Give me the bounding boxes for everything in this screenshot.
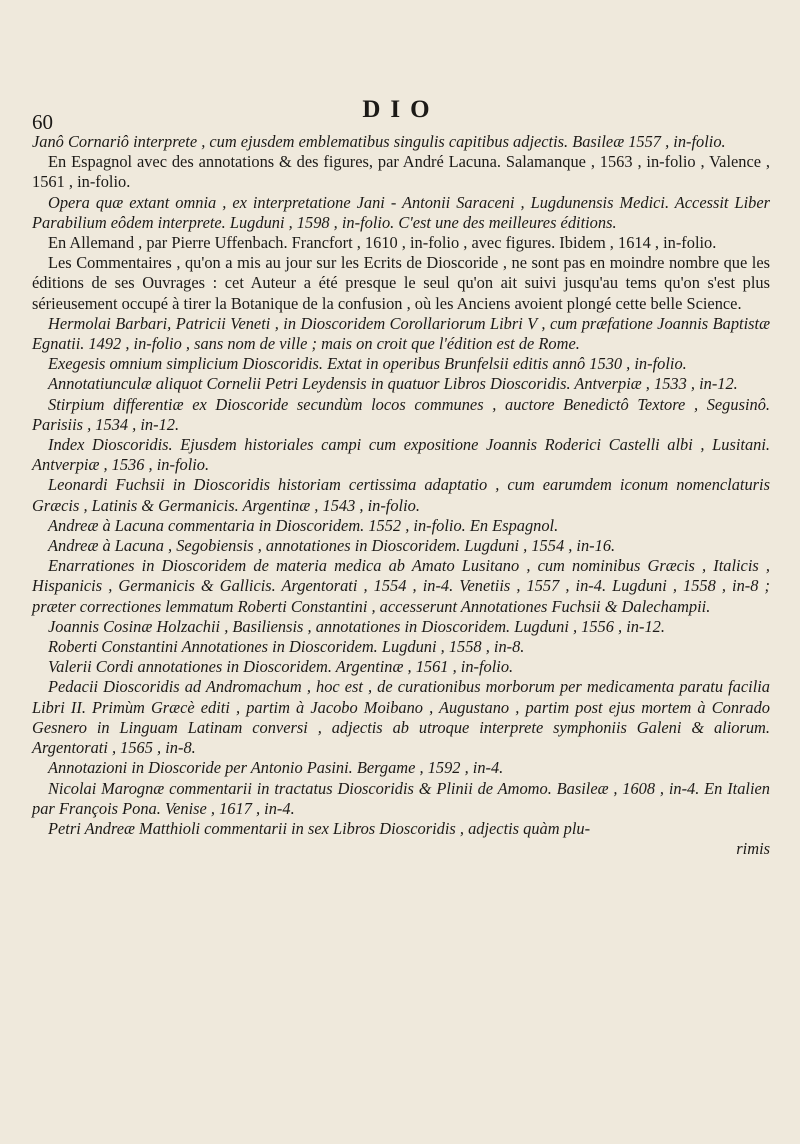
bibliography-entry: Nicolai Marognæ commentarii in tractatus Dioscoridis & Plinii de Amomo. Basileæ , 1608 , in-4. En Italien par François Pona. Venise , 1617 , in-4. (32, 778, 770, 818)
bibliography-entry: Andreæ à Lacuna , Segobiensis , annotationes in Dioscoridem. Lugduni , 1554 , in-16. (48, 536, 616, 556)
bibliography-entry: Index Dioscoridis. Ejusdem historiales campi cum expositione Joannis Roderici Castelli albi , Lusitani. Antverpiæ , 1536 , in-folio. (32, 435, 770, 475)
bibliography-entry: Joannis Cosinæ Holzachii , Basiliensis , annotationes in Dioscoridem. Lugduni , 1556 , in-12. (48, 616, 665, 636)
bibliography-entry: Stirpium differentiæ ex Dioscoride secundùm locos communes , auctore Benedictô Textore , Segusinô. Parisiis , 1534 , in-12. (32, 394, 770, 434)
bibliography-entry: Valerii Cordi annotationes in Dioscoridem. Argentinæ , 1561 , in-folio. (48, 657, 514, 677)
bibliography-entry: Leonardi Fuchsii in Dioscoridis historiam certissima adaptatio , cum earumdem iconum nomenclaturis Græcis , Latinis & Germanicis. Argentinæ , 1543 , in-folio. (32, 475, 770, 515)
bibliography-entry: Janô Cornariô interprete , cum ejusdem emblematibus singulis capitibus adjectis. Basileæ 1557 , in-folio. (32, 132, 726, 151)
bibliography-entry: Hermolai Barbari, Patricii Veneti , in Dioscoridem Corollariorum Libri V , cum præfatione Joannis Baptistæ Egnatii. 1492 , in-folio , sans nom de ville ; mais on croit que l'édition est de Rome. (32, 313, 770, 354)
bibliography-entry: Petri Andreæ Matthioli commentarii in sex Libros Dioscoridis , adjectis quàm plu- (48, 818, 591, 838)
catchword-continuation: rimis (736, 839, 770, 859)
bibliography-entry: Annotatiunculæ aliquot Cornelii Petri Leydensis in quatuor Libros Dioscoridis. Antverpiæ , 1533 , in-12. (48, 374, 738, 394)
bibliography-entry: En Allemand , par Pierre Uffenbach. Francfort , 1610 , in-folio , avec figures. Ibidem , 1614 , in-folio. (48, 233, 717, 253)
page-header (32, 0, 770, 132)
bibliography-entry: Opera quæ extant omnia , ex interpretatione Jani - Antonii Saraceni , Lugdunensis Medici. Accessit Liber Parabilium eôdem interprete. Lugduni , 1598 , in-folio. C'est une des meilleures éditions. (32, 192, 770, 232)
bibliography-entry: Andreæ à Lacuna commentaria in Dioscoridem. 1552 , in-folio. En Espagnol. (48, 515, 559, 535)
bibliography-entry: Exegesis omnium simplicium Dioscoridis. Extat in operibus Brunfelsii editis annô 1530 , in-folio. (48, 354, 687, 374)
bibliography-entry: En Espagnol avec des annotations & des figures, par André Lacuna. Salamanque , 1563 , in-folio , Valence , 1561 , in-folio. (32, 152, 770, 192)
bibliography-entries (32, 132, 770, 839)
bibliography-entry: Les Commentaires , qu'on a mis au jour sur les Ecrits de Dioscoride , ne sont pas en moindre nombre que les éditions de ses Ouvrages : cet Auteur a été presque le seul qu'on ait suivi jusqu'au tems qu'on s'est plus sérieusement occupé à tirer la Botanique de la confusion , où les Anciens avoient plongé cette belle Science. (32, 253, 770, 313)
running-head: DIO (362, 96, 440, 123)
page-number: 60 (32, 110, 53, 134)
bibliography-entry: Roberti Constantini Annotationes in Dioscoridem. Lugduni , 1558 , in-8. (48, 637, 525, 657)
bibliography-entry: Annotazioni in Dioscoride per Antonio Pasini. Bergame , 1592 , in-4. (48, 758, 504, 778)
bibliography-entry: Pedacii Dioscoridis ad Andromachum , hoc est , de curationibus morborum per medicamenta paratu facilia Libri II. Primùm Græcè editi , partim à Jacobo Moibano , Augustano , partim post ejus mortem à Conrado Gesnero in Linguam Latinam conversi , adjectis ab utroque interprete symphoniis Galeni & aliorum. Argentorati , 1565 , in-8. (32, 677, 770, 758)
bibliography-entry: Enarrationes in Dioscoridem de materia medica ab Amato Lusitano , cum nominibus Græcis , Italicis , Hispanicis , Germanicis & Gallicis. Argentorati , 1554 , in-4. Venetiis , 1557 , in-4. Lugduni , 1558 , in-8 ; præter correctiones lemmatum Roberti Constantini , accesserunt Annotationes Fuchsii & Dalechampii. (32, 556, 770, 616)
